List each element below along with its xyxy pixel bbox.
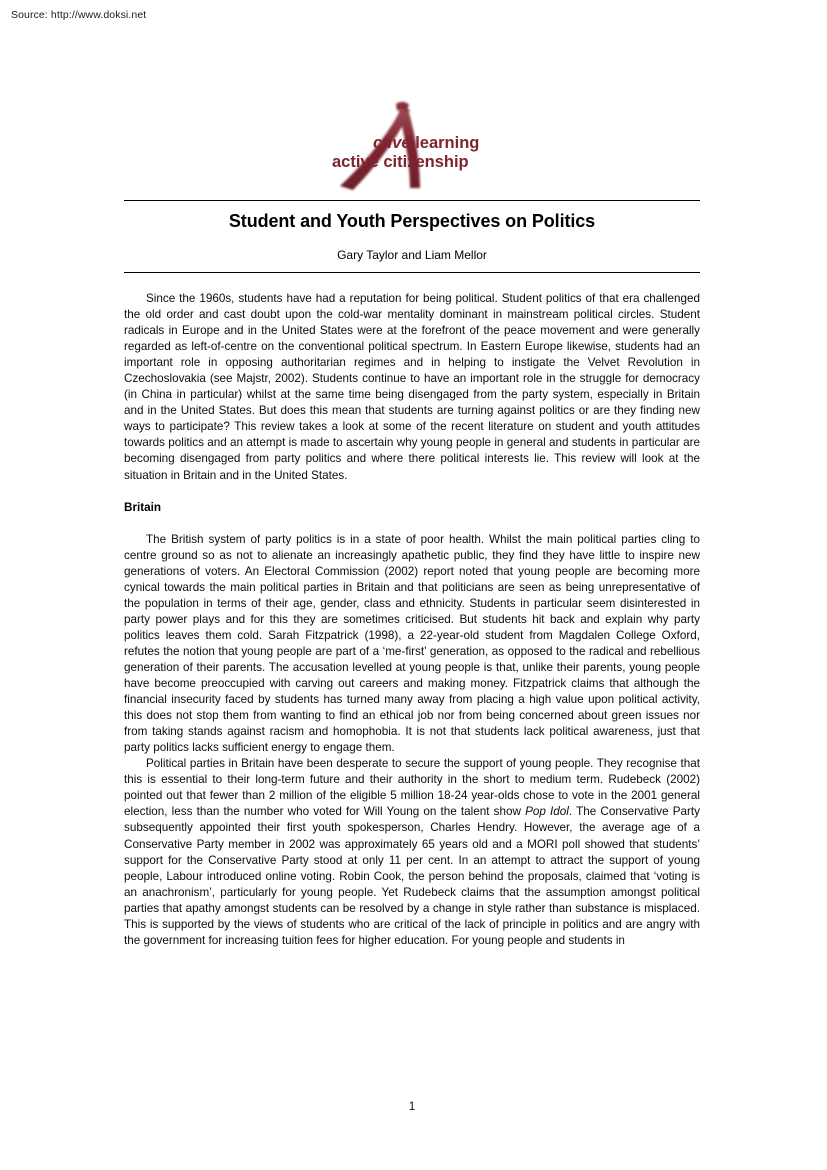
paragraph-britain-two-part-one: Political parties in Britain have been desperate to secure the support of young people. They recognise that this is essential to their long-term future and their authority in the short to medium term. Rudebeck (2002) pointed out that fewer than 2 million of the eligible 5 million 18-24 year-olds chose to vote in the 2001 general election, less than the number who voted for Will Young on the talent show (124, 757, 700, 819)
active-learning-logo (310, 96, 550, 196)
logo-wordmark (328, 134, 558, 172)
logo-ctive-italic: ctive (373, 134, 411, 152)
logo-line-one (373, 134, 558, 153)
paragraph-britain-one: The British system of party politics is in a state of poor health. Whilst the main political parties cling to centre ground so as not to alienate an increasingly apathetic public, they find they have little to inspire new generations of voters. An Electoral Commission (2002) report noted that young people are becoming more cynical towards the main political parties in Britain and that politicians are seen as being unrepresentative of the population in terms of their age, gender, class and ethnicity. Students in particular seem disinterested in party power plays and for this they are sometimes criticised. But students hit back and explain why party politics leaves them cold. Sarah Fitzpatrick (1998), a 22-year-old student from Magdalen College Oxford, refutes the notion that young people are part of a ‘me-first’ generation, as opposed to the radical and rebellious generation of their parents. The accusation levelled at young people is that, unlike their parents, young people have become preoccupied with carving out careers and making money. Fitzpatrick claims that although the financial insecurity faced by students has turned many away from placing a high value upon political activity, this does not stop them from wanting to find an ethical job nor from being concerned about green issues nor from taking stands against racism and homophobia. It is not that students lack political awareness, just that party politics lacks sufficient energy to engage them. (124, 532, 700, 755)
paragraph-britain-two (124, 756, 700, 949)
paragraph-britain-two-part-two: . The Conservative Party subsequently appointed their first youth spokesperson, Charles Hendry. However, the average age of a Conservative Party member in 2002 was approximately 65 years old and a MORI poll showed that students’ support for the Conservative Party stood at only 11 per cent. In an attempt to attract the support of young people, Labour introduced online voting. Robin Cook, the person behind the proposals, claimed that ‘voting is an anachronism’, particularly for young people. Yet Rudebeck claims that the assumption amongst political parties that apathy amongst students can be resolved by a change in style rather than substance is misplaced. This is supported by the views of students who are critical of the lack of principle in politics and are angry with the government for increasing tuition fees for higher education. For young people and students in (124, 805, 701, 947)
source-url-text: Source: http://www.doksi.net (11, 9, 147, 21)
paragraph-intro: Since the 1960s, students have had a reputation for being political. Student politics of that era challenged the old order and cast doubt upon the cold-war mentality dominant in mainstream political circles. Student radicals in Europe and in the United States were at the forefront of the peace movement and were generally regarded as left-of-centre on the conventional political spectrum. In Eastern Europe likewise, students had an important role in opposing authoritarian regimes and in helping to instigate the Velvet Revolution in Czechoslovakia (see Majstr, 2002). Students continue to have an important role in the struggle for democracy (in China in particular) whilst at the same time being disengaged from the party system, especially in Britain and in the United States. But does this mean that students are turning against politics or are they finding new ways to participate? This review takes a look at some of the recent literature on student and youth attitudes towards politics and an attempt is made to ascertain why young people in general and students in particular are becoming disengaged from party politics and where there political interests lie. This review will look at the situation in Britain and in the United States. (124, 292, 700, 482)
logo-block (124, 96, 700, 196)
author-line: Gary Taylor and Liam Mellor (337, 248, 487, 262)
page-title: Student and Youth Perspectives on Politics (228, 211, 596, 231)
source-banner (0, 0, 827, 28)
page-number: 1 (408, 1100, 416, 1113)
work-title-pop-idol: Pop Idol (525, 805, 569, 819)
spacer (124, 516, 700, 532)
logo-learning-text: learning (410, 134, 480, 152)
spacer (124, 484, 700, 500)
section-heading-britain: Britain (124, 500, 162, 514)
title-rule-top (124, 200, 700, 201)
title-rule-bottom (124, 272, 700, 273)
logo-line-two: active citizenship (332, 153, 469, 171)
document-body (124, 291, 700, 949)
